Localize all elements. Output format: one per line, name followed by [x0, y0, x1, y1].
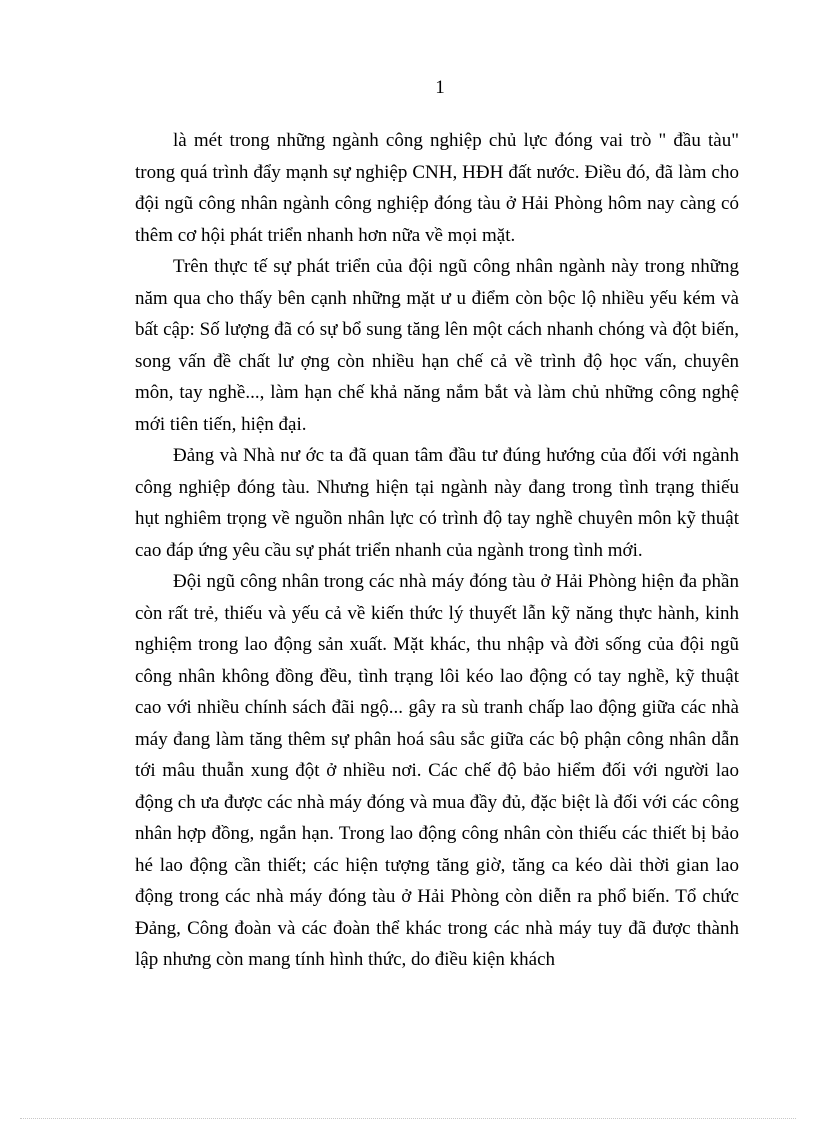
- body-text: [135, 125, 739, 976]
- paragraph-3: Đảng và Nhà nư ớc ta đã quan tâm đầu tư đúng hướng của đối với ngành công nghiệp đóng tàu. Nhưng hiện tại ngành này đang trong tình trạng thiếu hụt nghiêm trọng về nguồn nhân lực có trình độ tay nghề chuyên môn kỹ thuật cao đáp ứng yêu cầu sự phát triển nhanh của ngành trong tình mới.: [135, 445, 739, 561]
- paragraph-2: Trên thực tế sự phát triển của đội ngũ công nhân ngành này trong những năm qua cho thấy bên cạnh những mặt ư u điểm còn bộc lộ nhiều yếu kém và bất cập: Số lượng đã có sự bổ sung tăng lên một cách nhanh chóng và đột biến, song vấn đề chất lư ợng còn nhiều hạn chế cả về trình độ học vấn, chuyên môn, tay nghề..., làm hạn chế khả năng nắm bắt và làm chủ những công nghệ mới tiên tiến, hiện đại.: [135, 256, 739, 435]
- paragraph-4: Đội ngũ công nhân trong các nhà máy đóng tàu ở Hải Phòng hiện đa phần còn rất trẻ, thiếu và yếu cả về kiến thức lý thuyết lẫn kỹ năng thực hành, kinh nghiệm trong lao động sản xuất. Mặt khác, thu nhập và đời sống của đội ngũ công nhân không đồng đều, tình trạng lôi kéo lao động có tay nghề, kỹ thuật cao với nhiều chính sách đãi ngộ... gây ra sù tranh chấp lao động giữa các nhà máy đang làm tăng thêm sự phân hoá sâu sắc giữa các bộ phận công nhân dẫn tới mâu thuẫn xung đột ở nhiều nơi. Các chế độ bảo hiểm đối với người lao động ch ưa được các nhà máy đóng và mua đầy đủ, đặc biệt là đối với các công nhân hợp đồng, ngắn hạn. Trong lao động công nhân còn thiếu các thiết bị bảo hé lao động cần thiết; các hiện tượng tăng giờ, tăng ca kéo dài thời gian lao động trong các nhà máy đóng tàu ở Hải Phòng còn diễn ra phổ biến. Tổ chức Đảng, Công đoàn và các đoàn thể khác trong các nhà máy tuy đã được thành lập nhưng còn mang tính hình thức, do điều kiện khách: [135, 571, 739, 970]
- paragraph-1: là mét trong những ngành công nghiệp chủ lực đóng vai trò " đầu tàu" trong quá trình đẩy mạnh sự nghiệp CNH, HĐH đất nước. Điều đó, đã làm cho đội ngũ công nhân ngành công nghiệp đóng tàu ở Hải Phòng hôm nay càng có thêm cơ hội phát triển nhanh hơn nữa về mọi mặt.: [135, 130, 739, 246]
- page-number: 1: [435, 77, 445, 98]
- page-bottom-rule: [20, 1118, 796, 1119]
